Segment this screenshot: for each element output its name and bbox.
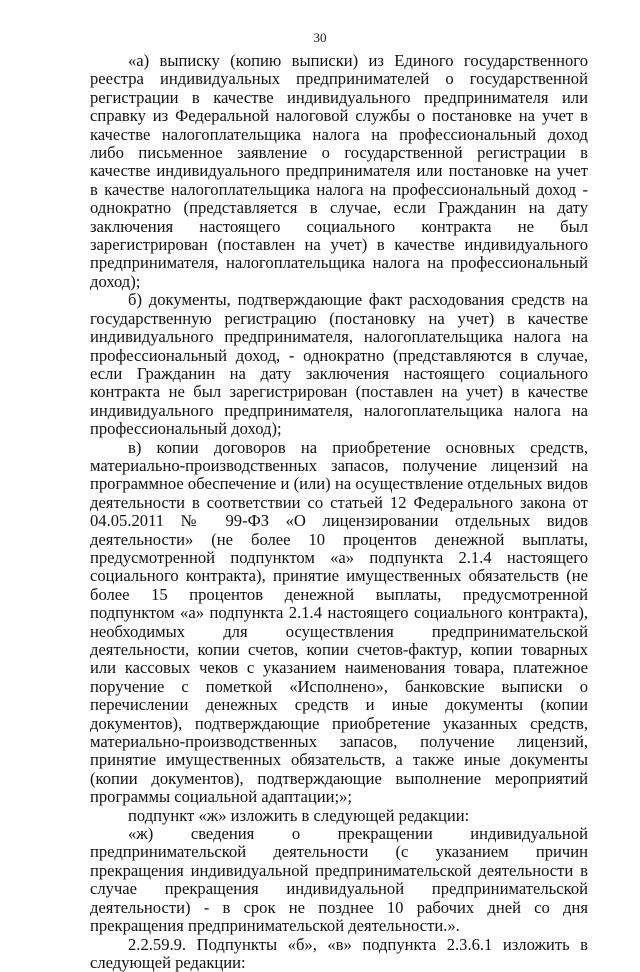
paragraph-subitem-a: «а) выписку (копию выписки) из Единого государственного реестра индивидуальных предпринимателей о государственной регистрации в качестве индивидуального предпринимателя или справку из Федеральной налоговой службы о постановке на учет в качестве налогоплательщика налога на профессиональный доход либо письменное заявление о государственной регистрации в качестве индивидуального предпринимателя или постановке на учет в качестве налогоплательщика налога на профессиональный доход - однократно (представляется в случае, если Гражданин на дату заключения настоящего социального контракта не был зарегистрирован (поставлен на учет) в качестве индивидуального предпринимателя, налогоплательщика налога на профессиональный доход); xyxy=(90,52,588,291)
paragraph-section-2-2-59-9: 2.2.59.9. Подпункты «б», «в» подпункта 2.3.6.1 изложить в следующей редакции: xyxy=(90,936,588,972)
page-number: 30 xyxy=(0,30,640,46)
document-body xyxy=(90,52,588,972)
paragraph-subitem-zh: «ж) сведения о прекращении индивидуальной предпринимательской деятельности (с указанием причин прекращения индивидуальной предпринимательской деятельности в случае прекращения индивидуальной предпринимательской деятельности) - в срок не позднее 10 рабочих дней со дня прекращения предпринимательской деятельности.». xyxy=(90,825,588,935)
paragraph-subitem-v: в) копии договоров на приобретение основных средств, материально-производственных запасов, получение лицензий на программное обеспечение и (или) на осуществление отдельных видов деятельности в соответствии со статьей 12 Федерального закона от 04.05.2011 № 99-ФЗ «О лицензировании отдельных видов деятельности» (не более 10 процентов денежной выплаты, предусмотренной подпунктом «а» подпункта 2.1.4 настоящего социального контракта), принятие имущественных обязательств (не более 15 процентов денежной выплаты, предусмотренной подпунктом «а» подпункта 2.1.4 настоящего социального контракта), необходимых для осуществления предпринимательской деятельности, копии счетов, копии счетов-фактур, копии товарных или кассовых чеков с указанием наименования товара, платежное поручение с пометкой «Исполнено», банковские выписки о перечислении денежных средств и иные документы (копии документов), подтверждающие приобретение указанных средств, материально-производственных запасов, получение лицензий, принятие имущественных обязательств, а также иные документы (копии документов), подтверждающие выполнение мероприятий программы социальной адаптации;»; xyxy=(90,439,588,807)
paragraph-subitem-zh-intro: подпункт «ж» изложить в следующей редакции: xyxy=(90,807,588,825)
paragraph-subitem-b: б) документы, подтверждающие факт расходования средств на государственную регистрацию (постановку на учет) в качестве индивидуального предпринимателя, налогоплательщика налога на профессиональный доход, - однократно (представляются в случае, если Гражданин на дату заключения настоящего социального контракта не был зарегистрирован (поставлен на учет) в качестве индивидуального предпринимателя, налогоплательщика налога на профессиональный доход); xyxy=(90,291,588,438)
